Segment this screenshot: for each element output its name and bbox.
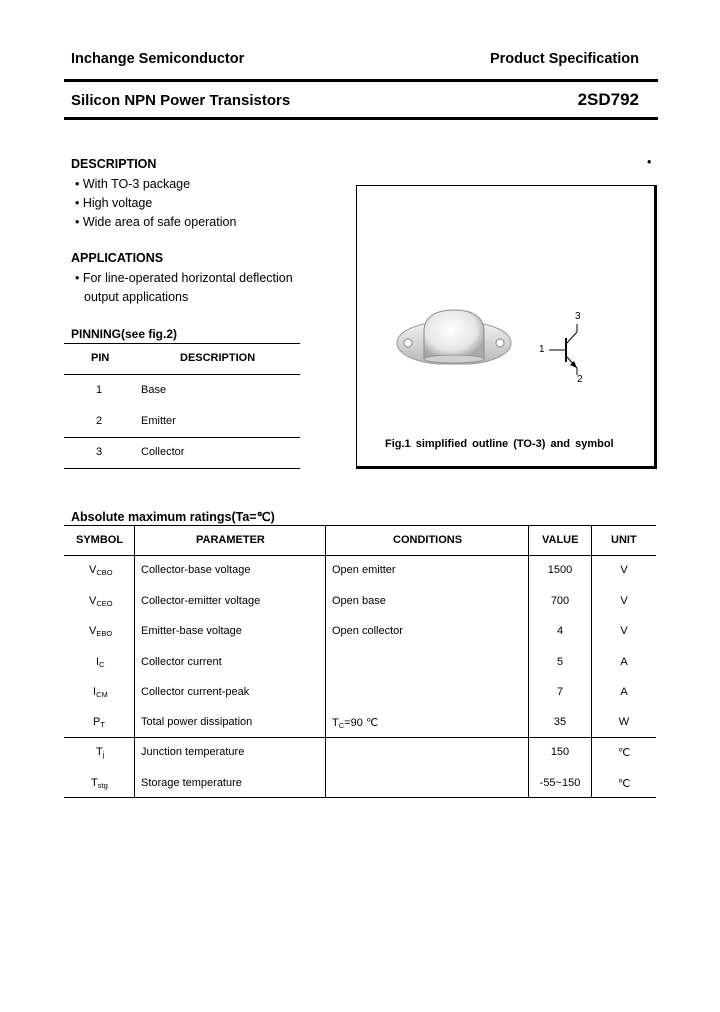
ratings-rule-bottom <box>64 797 656 798</box>
rating-unit: A <box>620 686 628 698</box>
rating-conditions: Open collector <box>332 625 403 637</box>
pinning-rule-mid <box>64 437 300 438</box>
company-name: Inchange Semiconductor <box>71 51 245 67</box>
rating-unit: ℃ <box>617 747 631 759</box>
rating-parameter: Collector current-peak <box>141 686 250 698</box>
rating-value: 1500 <box>547 564 573 576</box>
pinning-header-pin: PIN <box>91 352 110 364</box>
pinning-rule-bottom <box>64 468 300 469</box>
description-item: • With TO-3 package <box>75 177 191 191</box>
pinning-header-description: DESCRIPTION <box>180 352 256 364</box>
rating-value: 150 <box>550 746 570 758</box>
rating-value: 4 <box>556 625 564 637</box>
pin-number: 3 <box>96 446 103 458</box>
doc-type: Product Specification <box>489 51 639 67</box>
rating-unit: V <box>620 564 628 576</box>
symbol-pin-base: 1 <box>539 344 545 355</box>
rating-value: 7 <box>556 686 564 698</box>
ratings-col-divider <box>325 525 326 797</box>
description-item: • High voltage <box>75 196 153 210</box>
ratings-header-value: VALUE <box>542 534 579 546</box>
rating-symbol: $V_{CEO}$ <box>89 595 113 608</box>
rating-parameter: Collector-base voltage <box>141 564 251 576</box>
description-title: DESCRIPTION <box>71 157 157 171</box>
applications-item: • For line-operated horizontal deflection <box>75 271 293 285</box>
rating-conditions: $T_C=90$ ℃ <box>332 717 379 730</box>
applications-title: APPLICATIONS <box>71 251 164 265</box>
npn-transistor-symbol-icon <box>357 186 654 466</box>
rating-unit: V <box>620 595 628 607</box>
rating-parameter: Emitter-base voltage <box>141 625 242 637</box>
rating-unit: W <box>618 716 630 728</box>
rating-parameter: Storage temperature <box>141 777 242 789</box>
rating-symbol: $V_{CBO}$ <box>89 564 113 577</box>
rating-symbol: $T_j$ <box>96 746 105 759</box>
rating-unit: ℃ <box>617 778 631 790</box>
rating-value: 5 <box>556 656 564 668</box>
rating-parameter: Collector current <box>141 656 222 668</box>
rating-symbol: $T_{stg}$ <box>91 777 108 790</box>
corner-dot: • <box>647 155 652 169</box>
part-number: 2SD792 <box>577 90 639 109</box>
symbol-pin-collector: 3 <box>575 311 581 322</box>
pin-number: 1 <box>96 384 103 396</box>
rating-value: 700 <box>550 595 570 607</box>
pin-description: Collector <box>141 446 185 458</box>
pinning-rule-header <box>64 374 300 375</box>
rating-parameter: Collector-emitter voltage <box>141 595 261 607</box>
description-item: • Wide area of safe operation <box>75 215 237 229</box>
ratings-header-unit: UNIT <box>611 534 637 546</box>
pinning-rule-top <box>64 343 300 344</box>
rating-value: 35 <box>553 716 567 728</box>
product-line: Silicon NPN Power Transistors <box>71 92 291 109</box>
pin-description: Base <box>141 384 167 396</box>
applications-item-cont: output applications <box>84 290 189 304</box>
rating-symbol: $I_{CM}$ <box>93 686 108 699</box>
rating-parameter: Total power dissipation <box>141 716 253 728</box>
rating-unit: A <box>620 656 628 668</box>
rating-conditions: Open emitter <box>332 564 396 576</box>
header-rule-bottom <box>64 117 658 120</box>
figure-caption: Fig.1 simplified outline (TO-3) and symbol <box>385 438 614 450</box>
rating-symbol: $I_C$ <box>96 656 105 669</box>
rating-symbol: $V_{EBO}$ <box>89 625 113 638</box>
rating-symbol: $P_T$ <box>93 716 105 729</box>
pin-number: 2 <box>96 415 103 427</box>
rating-conditions: Open base <box>332 595 386 607</box>
ratings-rule-top <box>64 525 656 526</box>
pin-description: Emitter <box>141 415 176 427</box>
ratings-col-divider <box>134 525 135 797</box>
figure-box <box>356 185 657 469</box>
ratings-rule-header <box>64 555 656 556</box>
rating-value: -55~150 <box>539 777 581 789</box>
rating-parameter: Junction temperature <box>141 746 245 758</box>
rating-unit: V <box>620 625 628 637</box>
pinning-title: PINNING(see fig.2) <box>71 327 178 341</box>
ratings-header-conditions: CONDITIONS <box>393 534 463 546</box>
ratings-header-symbol: SYMBOL <box>76 534 124 546</box>
ratings-rule-mid <box>64 737 656 738</box>
ratings-header-parameter: PARAMETER <box>196 534 265 546</box>
ratings-title: Absolute maximum ratings(Ta=℃) <box>71 510 275 524</box>
header-rule-top <box>64 79 658 82</box>
symbol-pin-emitter: 2 <box>577 374 583 385</box>
